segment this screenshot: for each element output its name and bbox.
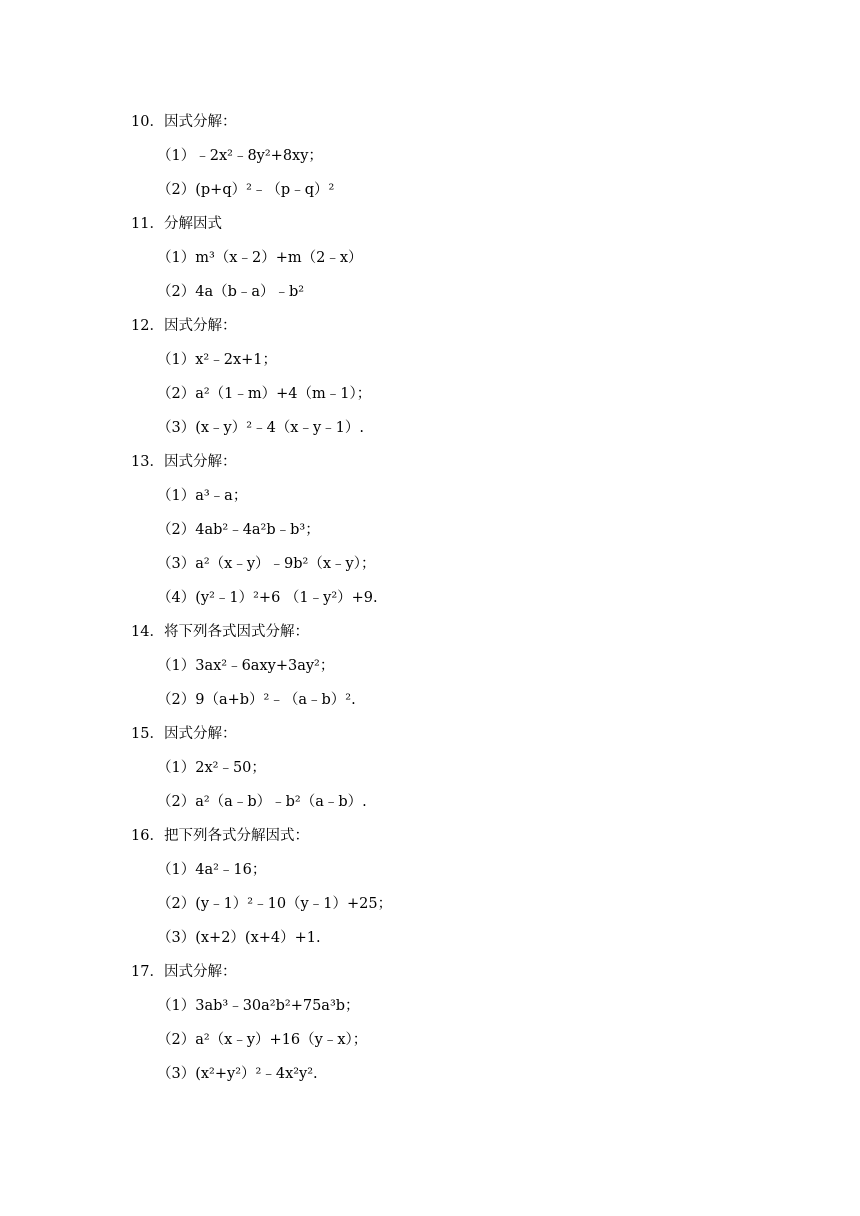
question-16-item-3: （3）(x+2）(x+4）+1. xyxy=(157,930,321,946)
question-17-item-3: （3）(x²+y²）²﹣4x²y². xyxy=(157,1066,318,1082)
question-10-item-1: （1）﹣2x²﹣8y²+8xy； xyxy=(157,148,323,164)
question-14-item-2: （2）9（a+b）²﹣（a﹣b）². xyxy=(157,692,356,708)
question-13-item-2: （2）4ab²﹣4a²b﹣b³； xyxy=(157,522,320,538)
question-16-item-2: （2）(y﹣1）²﹣10（y﹣1）+25； xyxy=(157,896,393,912)
question-17-item-1: （1）3ab³﹣30a²b²+75a³b； xyxy=(157,998,360,1014)
question-12-item-3: （3）(x﹣y）²﹣4（x﹣y﹣1）. xyxy=(157,420,364,436)
worksheet xyxy=(131,108,771,1094)
question-12-item-1: （1）x²﹣2x+1； xyxy=(157,352,277,368)
question-15-item-1: （1）2x²﹣50； xyxy=(157,760,266,776)
question-10-item-2: （2）(p+q）²﹣（p﹣q）² xyxy=(157,182,335,198)
question-17-title: 17．因式分解： xyxy=(131,964,237,980)
question-12-item-2: （2）a²（1﹣m）+4（m﹣1）； xyxy=(157,386,372,402)
question-12-title: 12．因式分解： xyxy=(131,318,237,334)
question-11-item-2: （2）4a（b﹣a）﹣b² xyxy=(157,284,305,300)
question-17-item-2: （2）a²（x﹣y）+16（y﹣x）； xyxy=(157,1032,368,1048)
question-15-title: 15．因式分解： xyxy=(131,726,237,742)
question-13-title: 13．因式分解： xyxy=(131,454,237,470)
question-16-item-1: （1）4a²﹣16； xyxy=(157,862,267,878)
question-13-item-4: （4）(y²﹣1）²+6 （1﹣y²）+9. xyxy=(157,590,378,606)
question-11-title: 11．分解因式 xyxy=(131,216,222,232)
question-14-item-1: （1）3ax²﹣6axy+3ay²； xyxy=(157,658,335,674)
question-13-item-1: （1）a³﹣a； xyxy=(157,488,248,504)
question-15-item-2: （2）a²（a﹣b）﹣b²（a﹣b）. xyxy=(157,794,367,810)
question-16-title: 16．把下列各式分解因式： xyxy=(131,828,309,844)
question-14-title: 14．将下列各式因式分解： xyxy=(131,624,309,640)
question-11-item-1: （1）m³（x﹣2）+m（2﹣x） xyxy=(157,250,363,266)
question-10-title: 10．因式分解： xyxy=(131,114,237,130)
question-13-item-3: （3）a²（x﹣y）﹣9b²（x﹣y）； xyxy=(157,556,376,572)
